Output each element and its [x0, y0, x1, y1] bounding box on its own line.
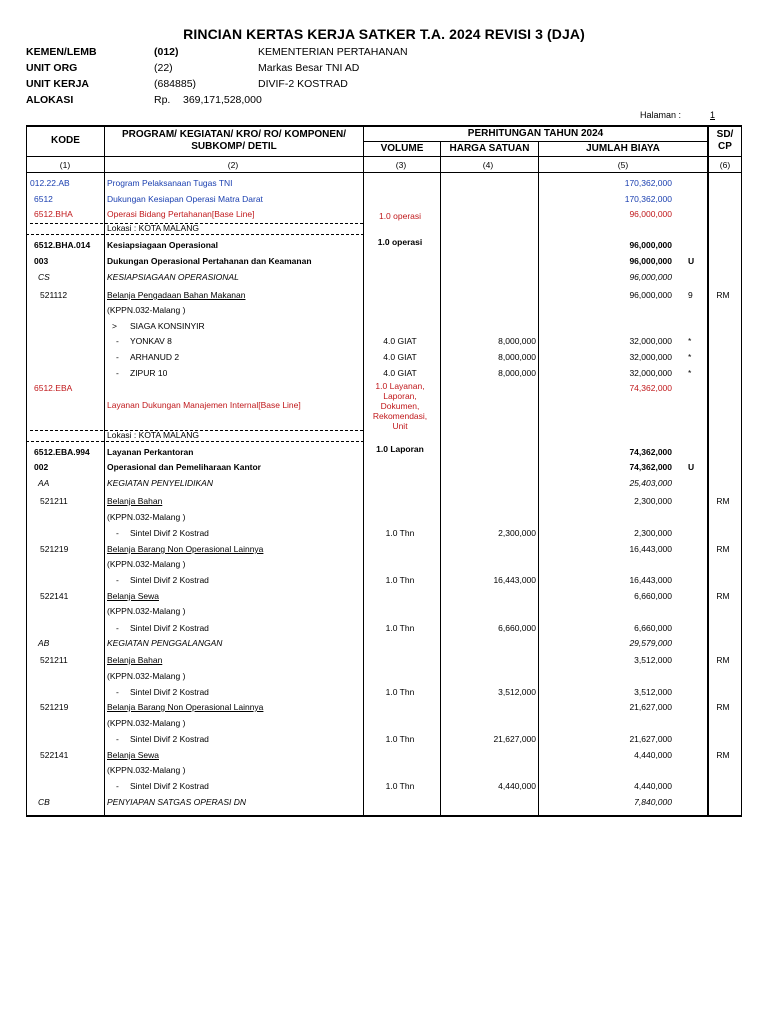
alokasi-currency: Rp. [154, 94, 171, 106]
table-row [0, 177, 768, 190]
row-kode: 522141 [40, 750, 69, 760]
colnum-divider [26, 172, 742, 173]
row-uraian: Belanja Barang Non Operasional Lainnya [107, 702, 264, 712]
colnum-2: (2) [227, 160, 239, 170]
table-row [0, 780, 768, 793]
row-uraian: Operasional dan Pemeliharaan Kantor [107, 462, 261, 472]
row-volume: 1.0 operasi [377, 237, 423, 247]
row-uraian: KEGIATAN PENGGALANGAN [107, 638, 223, 648]
row-sd: U [688, 256, 695, 266]
row-cp: RM [716, 750, 730, 760]
row-kode: 6512.EBA.994 [34, 447, 90, 457]
header-alokasi [26, 93, 746, 107]
row-jumlah: 96,000,000 [629, 256, 672, 266]
row-cp: RM [716, 544, 730, 554]
row-jumlah: 21,627,000 [629, 734, 672, 744]
row-jumlah: 170,362,000 [624, 178, 672, 188]
row-kode: 521112 [40, 290, 68, 300]
row-jumlah: 96,000,000 [629, 240, 672, 250]
row-uraian: KESIAPSIAGAAN OPERASIONAL [107, 272, 239, 282]
unit-org-label: UNIT ORG [26, 62, 78, 74]
row-volume: 1.0 Thn [385, 528, 415, 538]
row-separator [26, 234, 364, 235]
row-uraian: Sintel Divif 2 Kostrad [130, 687, 209, 697]
perhitungan-divider [363, 141, 707, 142]
row-uraian: Dukungan Operasional Pertahanan dan Keamanan [107, 256, 312, 266]
row-uraian: ARHANUD 2 [130, 352, 180, 362]
halaman [640, 110, 750, 120]
unit-kerja-code: (684885) [154, 78, 197, 90]
table-bottom-border [26, 815, 742, 817]
row-jumlah: 74,362,000 [629, 383, 672, 393]
row-kode: AA [38, 478, 50, 488]
row-uraian: ZIPUR 10 [130, 368, 168, 378]
row-harga: 3,512,000 [498, 687, 536, 697]
row-jumlah: 16,443,000 [629, 544, 672, 554]
row-cp: RM [716, 702, 730, 712]
row-kppn: (KPPN.032-Malang ) [107, 606, 186, 616]
row-uraian: Belanja Bahan [107, 496, 163, 506]
table-row [0, 686, 768, 699]
colnum-5: (5) [617, 160, 629, 170]
row-jumlah: 74,362,000 [629, 462, 672, 472]
row-jumlah: 2,300,000 [634, 496, 672, 506]
halaman-value: 1 [710, 110, 716, 120]
row-kode: 003 [34, 256, 49, 266]
row-kode: AB [38, 638, 50, 648]
volume-line: Laporan, [383, 391, 417, 401]
halaman-label: Halaman : [640, 110, 682, 120]
row-kode: 6512.BHA.014 [34, 240, 91, 250]
unit-kerja-label: UNIT KERJA [26, 78, 90, 90]
row-kode: 521211 [40, 496, 68, 506]
row-jumlah: 4,440,000 [634, 781, 672, 791]
header-divider [26, 156, 742, 157]
row-jumlah: 96,000,000 [629, 272, 672, 282]
row-uraian: Sintel Divif 2 Kostrad [130, 781, 209, 791]
row-harga: 21,627,000 [493, 734, 536, 744]
table-row [0, 622, 768, 635]
row-lokasi: Lokasi : KOTA MALANG [107, 223, 199, 233]
row-bullet: > [112, 321, 117, 331]
row-jumlah: 6,660,000 [634, 623, 672, 633]
row-uraian: Layanan Dukungan Manajemen Internal[Base Line] [107, 400, 301, 410]
table-row [0, 717, 768, 730]
row-jumlah: 25,403,000 [629, 478, 672, 488]
row-sd: 9 [688, 290, 693, 300]
row-jumlah: 32,000,000 [629, 352, 672, 362]
row-sd: * [688, 368, 692, 378]
row-uraian: Belanja Bahan [107, 655, 163, 665]
row-volume: 4.0 GIAT [383, 336, 417, 346]
table-row [0, 495, 768, 508]
row-bullet: - [116, 368, 119, 378]
row-bullet: - [116, 575, 119, 585]
row-harga: 16,443,000 [493, 575, 536, 585]
row-sd: * [688, 336, 692, 346]
volume-line: Rekomendasi, [372, 411, 428, 421]
row-harga: 8,000,000 [498, 336, 536, 346]
row-jumlah: 96,000,000 [629, 290, 672, 300]
row-bullet: - [116, 352, 119, 362]
row-kode: 6512.BHA [34, 209, 73, 219]
table-row [0, 558, 768, 571]
row-uraian: Sintel Divif 2 Kostrad [130, 623, 209, 633]
row-harga: 2,300,000 [498, 528, 536, 538]
row-bullet: - [116, 687, 119, 697]
unit-org-name: Markas Besar TNI AD [258, 62, 360, 74]
row-kppn: (KPPN.032-Malang ) [107, 671, 186, 681]
row-harga: 8,000,000 [498, 352, 536, 362]
row-jumlah: 29,579,000 [629, 638, 672, 648]
row-jumlah: 2,300,000 [634, 528, 672, 538]
table-row [0, 764, 768, 777]
table-row [0, 477, 768, 490]
row-jumlah: 4,440,000 [634, 750, 672, 760]
table-row [0, 511, 768, 524]
kemen-code: (012) [154, 46, 179, 58]
kemen-name: KEMENTERIAN PERTAHANAN [258, 46, 408, 58]
row-kode: 012.22.AB [30, 178, 70, 188]
volume-line: Unit [392, 421, 408, 431]
row-kppn: (KPPN.032-Malang ) [107, 765, 186, 775]
row-volume: 1.0 Laporan [376, 444, 424, 454]
th-perhitungan: PERHITUNGAN TAHUN 2024 [467, 128, 604, 139]
row-jumlah: 6,660,000 [634, 591, 672, 601]
row-uraian: Layanan Perkantoran [107, 447, 194, 457]
row-cp: RM [716, 655, 730, 665]
th-jumlah: JUMLAH BIAYA [586, 143, 660, 154]
row-jumlah: 32,000,000 [629, 368, 672, 378]
table-row [0, 733, 768, 746]
row-uraian: Sintel Divif 2 Kostrad [130, 575, 209, 585]
row-kppn: (KPPN.032-Malang ) [107, 305, 186, 315]
table-row [0, 289, 768, 302]
row-kppn: (KPPN.032-Malang ) [107, 718, 186, 728]
table-row [0, 749, 768, 762]
table-row [0, 320, 768, 333]
row-volume: 1.0 Thn [385, 623, 415, 633]
table-row [0, 605, 768, 618]
th-harga: HARGA SATUAN [449, 143, 530, 154]
row-uraian: Program Pelaksanaan Tugas TNI [107, 178, 233, 188]
th-sdcp: SD/ CP [716, 129, 734, 152]
th-program: PROGRAM/ KEGIATAN/ KRO/ RO/ KOMPONEN/ SUBKOMP/ DETIL [121, 129, 347, 152]
header-unit-kerja [26, 77, 746, 91]
row-uraian: KEGIATAN PENYELIDIKAN [107, 478, 213, 488]
header-kemen [26, 45, 746, 59]
table-row [0, 399, 768, 412]
colnum-1: (1) [59, 160, 71, 170]
row-uraian: YONKAV 8 [130, 336, 172, 346]
row-uraian: Operasi Bidang Pertahanan[Base Line] [107, 209, 255, 219]
row-uraian: Belanja Sewa [107, 750, 159, 760]
table-row [0, 796, 768, 809]
page-title: RINCIAN KERTAS KERJA SATKER T.A. 2024 REVISI 3 (DJA) [183, 26, 585, 42]
row-volume: 1.0 Thn [385, 781, 415, 791]
row-uraian: SIAGA KONSINYIR [130, 321, 205, 331]
row-kode: 521211 [40, 655, 68, 665]
row-jumlah: 3,512,000 [634, 687, 672, 697]
row-jumlah: 21,627,000 [629, 702, 672, 712]
row-jumlah: 3,512,000 [634, 655, 672, 665]
row-kode: 521219 [40, 544, 69, 554]
th-kode: KODE [51, 135, 80, 146]
row-jumlah: 170,362,000 [624, 194, 672, 204]
row-harga: 8,000,000 [498, 368, 536, 378]
row-kode: 6512.EBA [34, 383, 73, 393]
table-row [0, 654, 768, 667]
row-kppn: (KPPN.032-Malang ) [107, 512, 186, 522]
table-row [0, 670, 768, 683]
table-row [0, 208, 768, 221]
table-row [0, 255, 768, 268]
colnum-4: (4) [482, 160, 494, 170]
row-volume: 1.0 Thn [385, 687, 415, 697]
table-row [0, 590, 768, 603]
volume-line: 1.0 Layanan, [375, 381, 425, 391]
kemen-label: KEMEN/LEMB [26, 46, 97, 58]
row-uraian: Belanja Sewa [107, 591, 159, 601]
row-jumlah: 74,362,000 [629, 447, 672, 457]
table-row [0, 461, 768, 474]
row-cp: RM [716, 591, 730, 601]
row-jumlah: 32,000,000 [629, 336, 672, 346]
row-uraian: Belanja Barang Non Operasional Lainnya [107, 544, 264, 554]
table-row [0, 271, 768, 284]
row-sd: U [688, 462, 695, 472]
row-uraian: Sintel Divif 2 Kostrad [130, 528, 209, 538]
row-volume: 1.0 operasi [378, 211, 422, 221]
row-uraian: PENYIAPAN SATGAS OPERASI DN [107, 797, 247, 807]
row-kode: 002 [34, 462, 49, 472]
colnum-6: (6) [719, 160, 731, 170]
row-kode: CS [38, 272, 50, 282]
row-jumlah: 7,840,000 [634, 797, 672, 807]
volume-line: Dokumen, [380, 401, 420, 411]
row-kppn: (KPPN.032-Malang ) [107, 559, 186, 569]
row-bullet: - [116, 336, 119, 346]
row-uraian: Kesiapsiagaan Operasional [107, 240, 219, 250]
table-row [0, 367, 768, 380]
table-row [0, 543, 768, 556]
table-row [0, 335, 768, 348]
row-sd: * [688, 352, 692, 362]
row-volume: 1.0 Thn [385, 734, 415, 744]
table-row [0, 574, 768, 587]
row-bullet: - [116, 781, 119, 791]
row-volume: 1.0 Thn [385, 575, 415, 585]
row-cp: RM [716, 496, 730, 506]
row-jumlah: 96,000,000 [629, 209, 672, 219]
row-kode: 6512 [34, 194, 53, 204]
table-row [0, 637, 768, 650]
row-bullet: - [116, 623, 119, 633]
row-harga: 4,440,000 [498, 781, 536, 791]
unit-kerja-name: DIVIF-2 KOSTRAD [258, 78, 348, 90]
table-top-border [26, 125, 742, 127]
table-row [0, 193, 768, 206]
row-kode: 522141 [40, 591, 69, 601]
row-uraian: Belanja Pengadaan Bahan Makanan [107, 290, 246, 300]
row-lokasi: Lokasi : KOTA MALANG [107, 430, 199, 440]
row-volume: 4.0 GIAT [383, 368, 417, 378]
row-uraian: Sintel Divif 2 Kostrad [130, 734, 209, 744]
unit-org-code: (22) [154, 62, 173, 74]
table-row [0, 351, 768, 364]
row-jumlah: 16,443,000 [629, 575, 672, 585]
row-volume: 4.0 GIAT [383, 352, 417, 362]
table-row [0, 527, 768, 540]
alokasi-label: ALOKASI [26, 94, 74, 106]
row-kode: 521219 [40, 702, 69, 712]
row-bullet: - [116, 734, 119, 744]
table-row [0, 701, 768, 714]
th-volume: VOLUME [380, 143, 424, 154]
header-unit-org [26, 61, 746, 75]
alokasi-value: 369,171,528,000 [183, 94, 262, 106]
row-bullet: - [116, 528, 119, 538]
table-row [0, 446, 768, 459]
row-uraian: Dukungan Kesiapan Operasi Matra Darat [107, 194, 263, 204]
row-separator [26, 441, 364, 442]
row-harga: 6,660,000 [498, 623, 536, 633]
colnum-3: (3) [395, 160, 407, 170]
row-kode: CB [38, 797, 50, 807]
table-row [0, 239, 768, 252]
row-cp: RM [716, 290, 730, 300]
table-row [0, 304, 768, 317]
